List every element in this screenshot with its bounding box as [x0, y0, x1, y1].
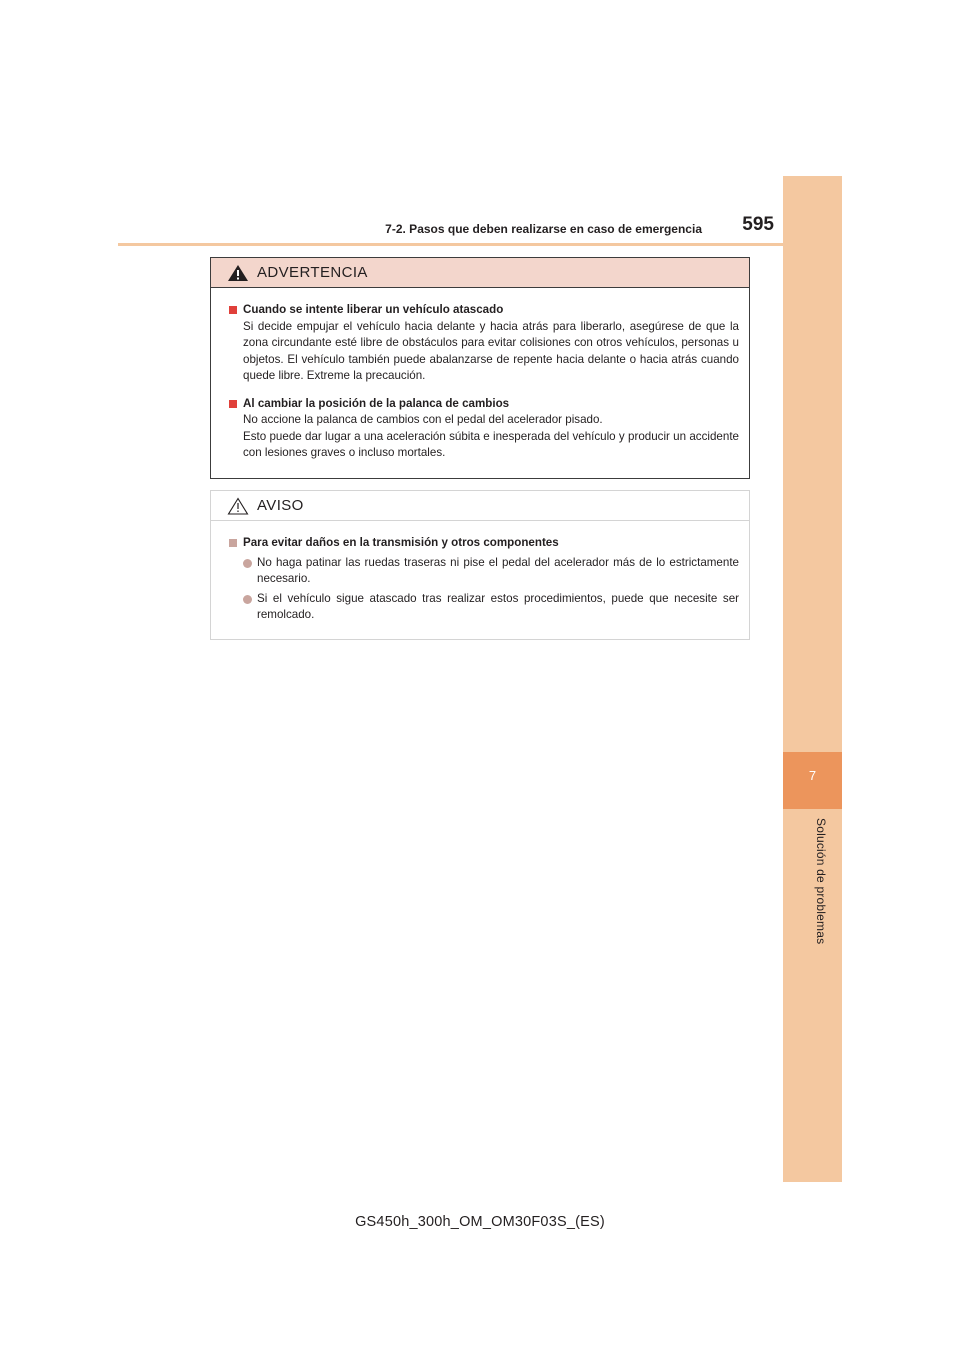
chapter-side-tab — [783, 176, 842, 1182]
notice-box — [210, 490, 750, 640]
square-bullet-icon — [229, 306, 237, 314]
notice-bullet-text: No haga patinar las ruedas traseras ni pise el pedal del acelerador más de lo estrictamente necesario. — [257, 555, 739, 585]
notice-header — [211, 491, 749, 521]
notice-item-title — [229, 535, 739, 552]
warning-item-text: Esto puede dar lugar a una aceleración súbita e inesperada del vehículo y producir un accidente con lesiones graves o incluso mortales. — [243, 429, 739, 459]
warning-item-title-text: Al cambiar la posición de la palanca de cambios — [243, 396, 510, 410]
warning-box — [210, 257, 750, 479]
warning-header — [211, 258, 749, 288]
warning-item-title — [229, 302, 739, 319]
notice-title: AVISO — [257, 497, 304, 514]
chapter-number: 7 — [808, 768, 817, 783]
header-rule — [118, 243, 842, 246]
warning-title: ADVERTENCIA — [257, 264, 368, 281]
square-bullet-icon — [229, 539, 237, 547]
notice-body — [211, 521, 749, 624]
round-bullet-icon — [243, 595, 252, 604]
round-bullet-icon — [243, 559, 252, 568]
notice-bullet — [243, 591, 739, 624]
warning-body — [211, 288, 749, 462]
warning-item-text: No accione la palanca de cambios con el pedal del acelerador pisado. — [243, 413, 603, 426]
notice-item-title-text: Para evitar daños en la transmisión y otros componentes — [243, 536, 559, 549]
notice-bullet-text: Si el vehículo sigue atascado tras realizar estos procedimientos, puede que necesite ser remolcado. — [257, 591, 739, 621]
document-code: GS450h_300h_OM_OM30F03S_(ES) — [355, 1214, 605, 1230]
caution-outline-triangle-icon — [227, 497, 249, 515]
warning-item-title — [229, 396, 739, 413]
chapter-label: Solución de problemas — [814, 818, 828, 945]
warning-item-title-text: Cuando se intente liberar un vehículo atascado — [243, 303, 504, 316]
warning-item-text: Si decide empujar el vehículo hacia delante y hacia atrás para liberarlo, asegúrese de que la zona circundante esté libre de obstáculos para evitar colisiones con otros vehículos, personas u objetos. El vehículo también puede abalanzarse de repente hacia delante o hacia atrás cuando quede libre. Extreme la precaución. — [243, 319, 739, 382]
notice-bullet — [243, 555, 739, 588]
page-number: 595 — [742, 214, 774, 235]
section-title: 7-2. Pasos que deben realizarse en caso de emergencia — [385, 222, 702, 236]
warning-triangle-icon — [227, 264, 249, 282]
square-bullet-icon — [229, 400, 237, 408]
